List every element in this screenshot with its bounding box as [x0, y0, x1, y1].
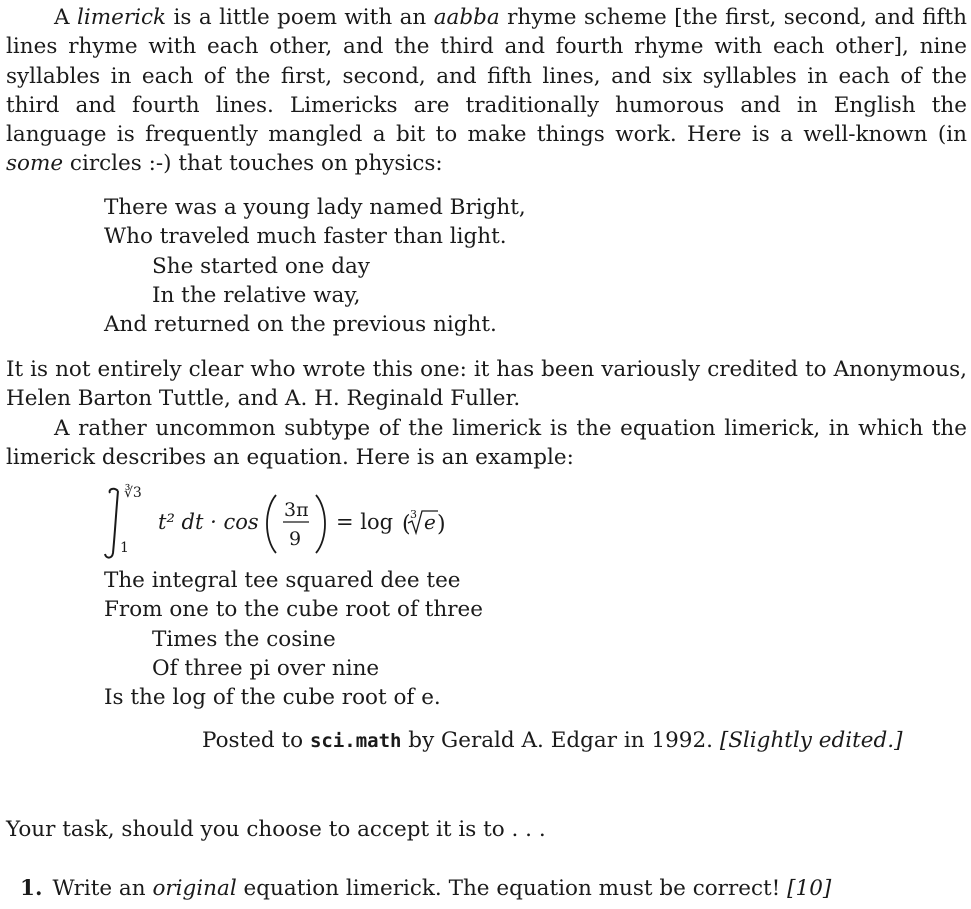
integral-sign [105, 489, 118, 558]
text: equation limerick. The equation must be correct! [236, 876, 788, 901]
attribution-paragraph: It is not entirely clear who wrote this one: it has been variously credited to Anonymous, Helen Barton Tuttle, and A. H. Reginald Fuller. [6, 357, 967, 412]
poem-line: From one to the cube root of three [104, 597, 483, 623]
credit-line [202, 728, 903, 753]
poem-line: The integral tee squared dee tee [104, 568, 461, 593]
task-item [20, 876, 831, 901]
poem-line: Of three pi over nine [152, 655, 380, 681]
fraction-numerator: 3π [284, 499, 309, 521]
equation-limerick [104, 566, 483, 712]
attribution-section [6, 355, 967, 472]
upper-limit: ∛3 [124, 485, 142, 501]
text: by Gerald A. Edgar in 1992. [401, 728, 720, 753]
root-argument: e [424, 510, 436, 534]
equation-rhs: = log [336, 510, 394, 534]
newsgroup-name: sci.math [309, 730, 402, 752]
points-value: [10] [787, 876, 832, 901]
emphasis-aabba: aabba [433, 5, 500, 30]
equation-svg [104, 483, 464, 563]
equation-limerick-paragraph: A rather uncommon subtype of the limerick is the equation limerick, in which the limerick describes an equation. Here is an example: [6, 415, 967, 470]
text: circles :-) that touches on physics: [63, 151, 443, 177]
poem-line: Is the log of the cube root of e. [104, 685, 441, 711]
text: Write an [52, 876, 153, 901]
item-number: 1. [20, 876, 43, 901]
emphasis-limerick: limerick [76, 5, 167, 30]
root-close-paren: ) [437, 512, 446, 537]
poem-line: There was a young lady named Bright, [104, 195, 526, 220]
text: A [54, 5, 77, 30]
edit-note: [Slightly edited.] [719, 728, 903, 753]
poem-line: Times the cosine [152, 626, 336, 652]
emphasis-original: original [152, 876, 237, 901]
text: is a little poem with an [166, 5, 434, 30]
right-paren [316, 495, 325, 553]
poem-line: She started one day [152, 253, 370, 279]
root-open-paren: ( [402, 512, 411, 537]
limerick-bright [104, 193, 526, 339]
left-paren [267, 495, 276, 553]
poem-line: In the relative way, [152, 282, 361, 308]
intro-paragraph [6, 3, 967, 179]
task-intro: Your task, should you choose to accept it is to . . . [6, 817, 546, 842]
root-index: 3 [410, 508, 417, 521]
fraction-denominator: 9 [289, 528, 302, 550]
text: rhyme scheme [the first, second, and fifth lines rhyme with each other, and the third and fourth rhyme with each other], nine syllables in each of the first, second, and fifth lines, and six syllables in each of the third and fourth lines. Limericks are traditionally humorous and in English the language is frequently mangled a bit to make things work. Here is a well-known (in [6, 5, 967, 148]
text: Posted to [202, 728, 310, 753]
lower-limit: 1 [120, 540, 129, 556]
emphasis-some: some [6, 151, 64, 177]
integrand: t² dt · cos [158, 510, 259, 534]
equation [104, 483, 464, 563]
poem-line: Who traveled much faster than light. [104, 224, 507, 250]
poem-line: And returned on the previous night. [104, 312, 497, 338]
